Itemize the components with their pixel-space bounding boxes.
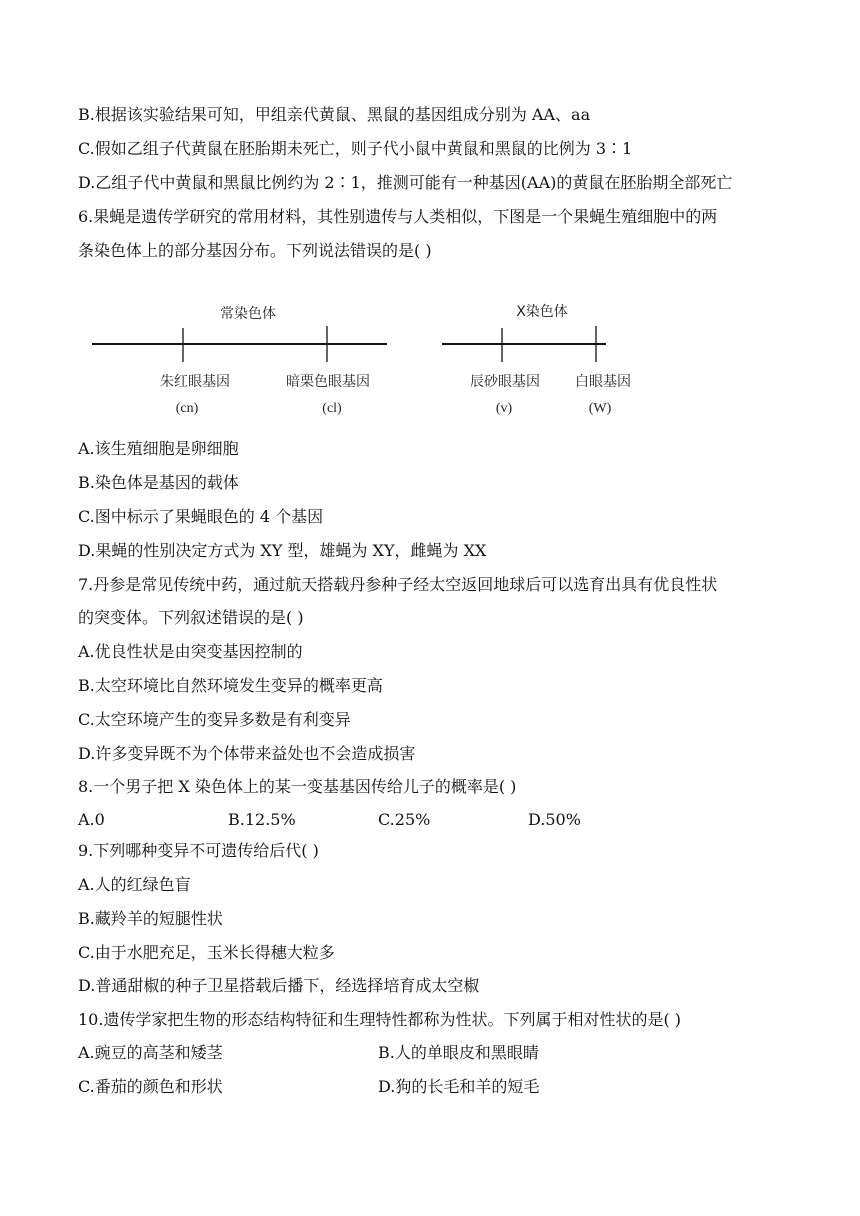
- q10-option-b: B.人的单眼皮和黑眼睛: [378, 1043, 539, 1062]
- chromosome-figure: [80, 290, 660, 420]
- q7-option-b: B.太空环境比自然环境发生变异的概率更高: [78, 676, 383, 695]
- q7-stem-line-2: 的突变体。下列叙述错误的是( ): [78, 608, 304, 627]
- q7-option-a: A.优良性状是由突变基因控制的: [78, 642, 303, 661]
- q8-option-c: C.25%: [378, 810, 431, 829]
- q5-option-c: C.假如乙组子代黄鼠在胚胎期未死亡，则子代小鼠中黄鼠和黑鼠的比例为 3∶1: [78, 139, 633, 158]
- q9-stem: 9.下列哪种变异不可遗传给后代( ): [78, 841, 319, 860]
- q8-option-b: B.12.5%: [228, 810, 296, 829]
- q5-option-b: B.根据该实验结果可知，甲组亲代黄鼠、黑鼠的基因组成分别为 AA、aa: [78, 105, 591, 124]
- q10-option-c: C.番茄的颜色和形状: [78, 1077, 223, 1096]
- gene-name-cl: 暗栗色眼基因: [286, 374, 370, 390]
- q10-option-a: A.豌豆的高茎和矮茎: [78, 1043, 223, 1062]
- q8-option-d: D.50%: [528, 810, 581, 829]
- q8-option-a: A.0: [78, 810, 105, 829]
- q9-option-d: D.普通甜椒的种子卫星搭载后播下，经选择培育成太空椒: [78, 976, 480, 995]
- q9-option-a: A.人的红绿色盲: [78, 875, 191, 894]
- q10-stem: 10.遗传学家把生物的形态结构特征和生理特性都称为性状。下列属于相对性状的是( ): [78, 1010, 682, 1029]
- gene-symbol-cn: (cn): [175, 401, 199, 416]
- q7-option-c: C.太空环境产生的变异多数是有利变异: [78, 710, 351, 729]
- q6-option-c: C.图中标示了果蝇眼色的 4 个基因: [78, 507, 324, 526]
- x-chromosome-title: X染色体: [516, 304, 568, 320]
- q6-stem-line-1: 6.果蝇是遗传学研究的常用材料，其性别遗传与人类相似，下图是一个果蝇生殖细胞中的两: [78, 207, 718, 226]
- q7-stem-line-1: 7.丹参是常见传统中药，通过航天搭载丹参种子经太空返回地球后可以选育出具有优良性状: [78, 575, 718, 594]
- q8-stem: 8.一个男子把 X 染色体上的某一变基基因传给儿子的概率是( ): [78, 777, 517, 796]
- q6-option-b: B.染色体是基因的载体: [78, 473, 239, 492]
- q9-option-b: B.藏羚羊的短腿性状: [78, 909, 223, 928]
- q6-option-d: D.果蝇的性别决定方式为 XY 型，雄蝇为 XY，雌蝇为 XX: [78, 541, 487, 560]
- q5-option-d: D.乙组子代中黄鼠和黑鼠比例约为 2∶1，推测可能有一种基因(AA)的黄鼠在胚胎期全部死亡: [78, 173, 733, 192]
- gene-name-cn: 朱红眼基因: [160, 374, 230, 390]
- gene-name-w: 白眼基因: [575, 374, 631, 390]
- q9-option-c: C.由于水肥充足，玉米长得穗大粒多: [78, 943, 335, 962]
- gene-symbol-v: (v): [495, 401, 513, 416]
- q6-option-a: A.该生殖细胞是卵细胞: [78, 439, 239, 458]
- gene-name-v: 辰砂眼基因: [470, 374, 540, 390]
- autosome-title: 常染色体: [220, 306, 276, 322]
- q7-option-d: D.许多变异既不为个体带来益处也不会造成损害: [78, 744, 416, 763]
- q10-option-d: D.狗的长毛和羊的短毛: [378, 1077, 540, 1096]
- q6-stem-line-2: 条染色体上的部分基因分布。下列说法错误的是( ): [78, 241, 432, 260]
- gene-symbol-cl: (cl): [322, 401, 342, 416]
- gene-symbol-w: (W): [588, 401, 612, 416]
